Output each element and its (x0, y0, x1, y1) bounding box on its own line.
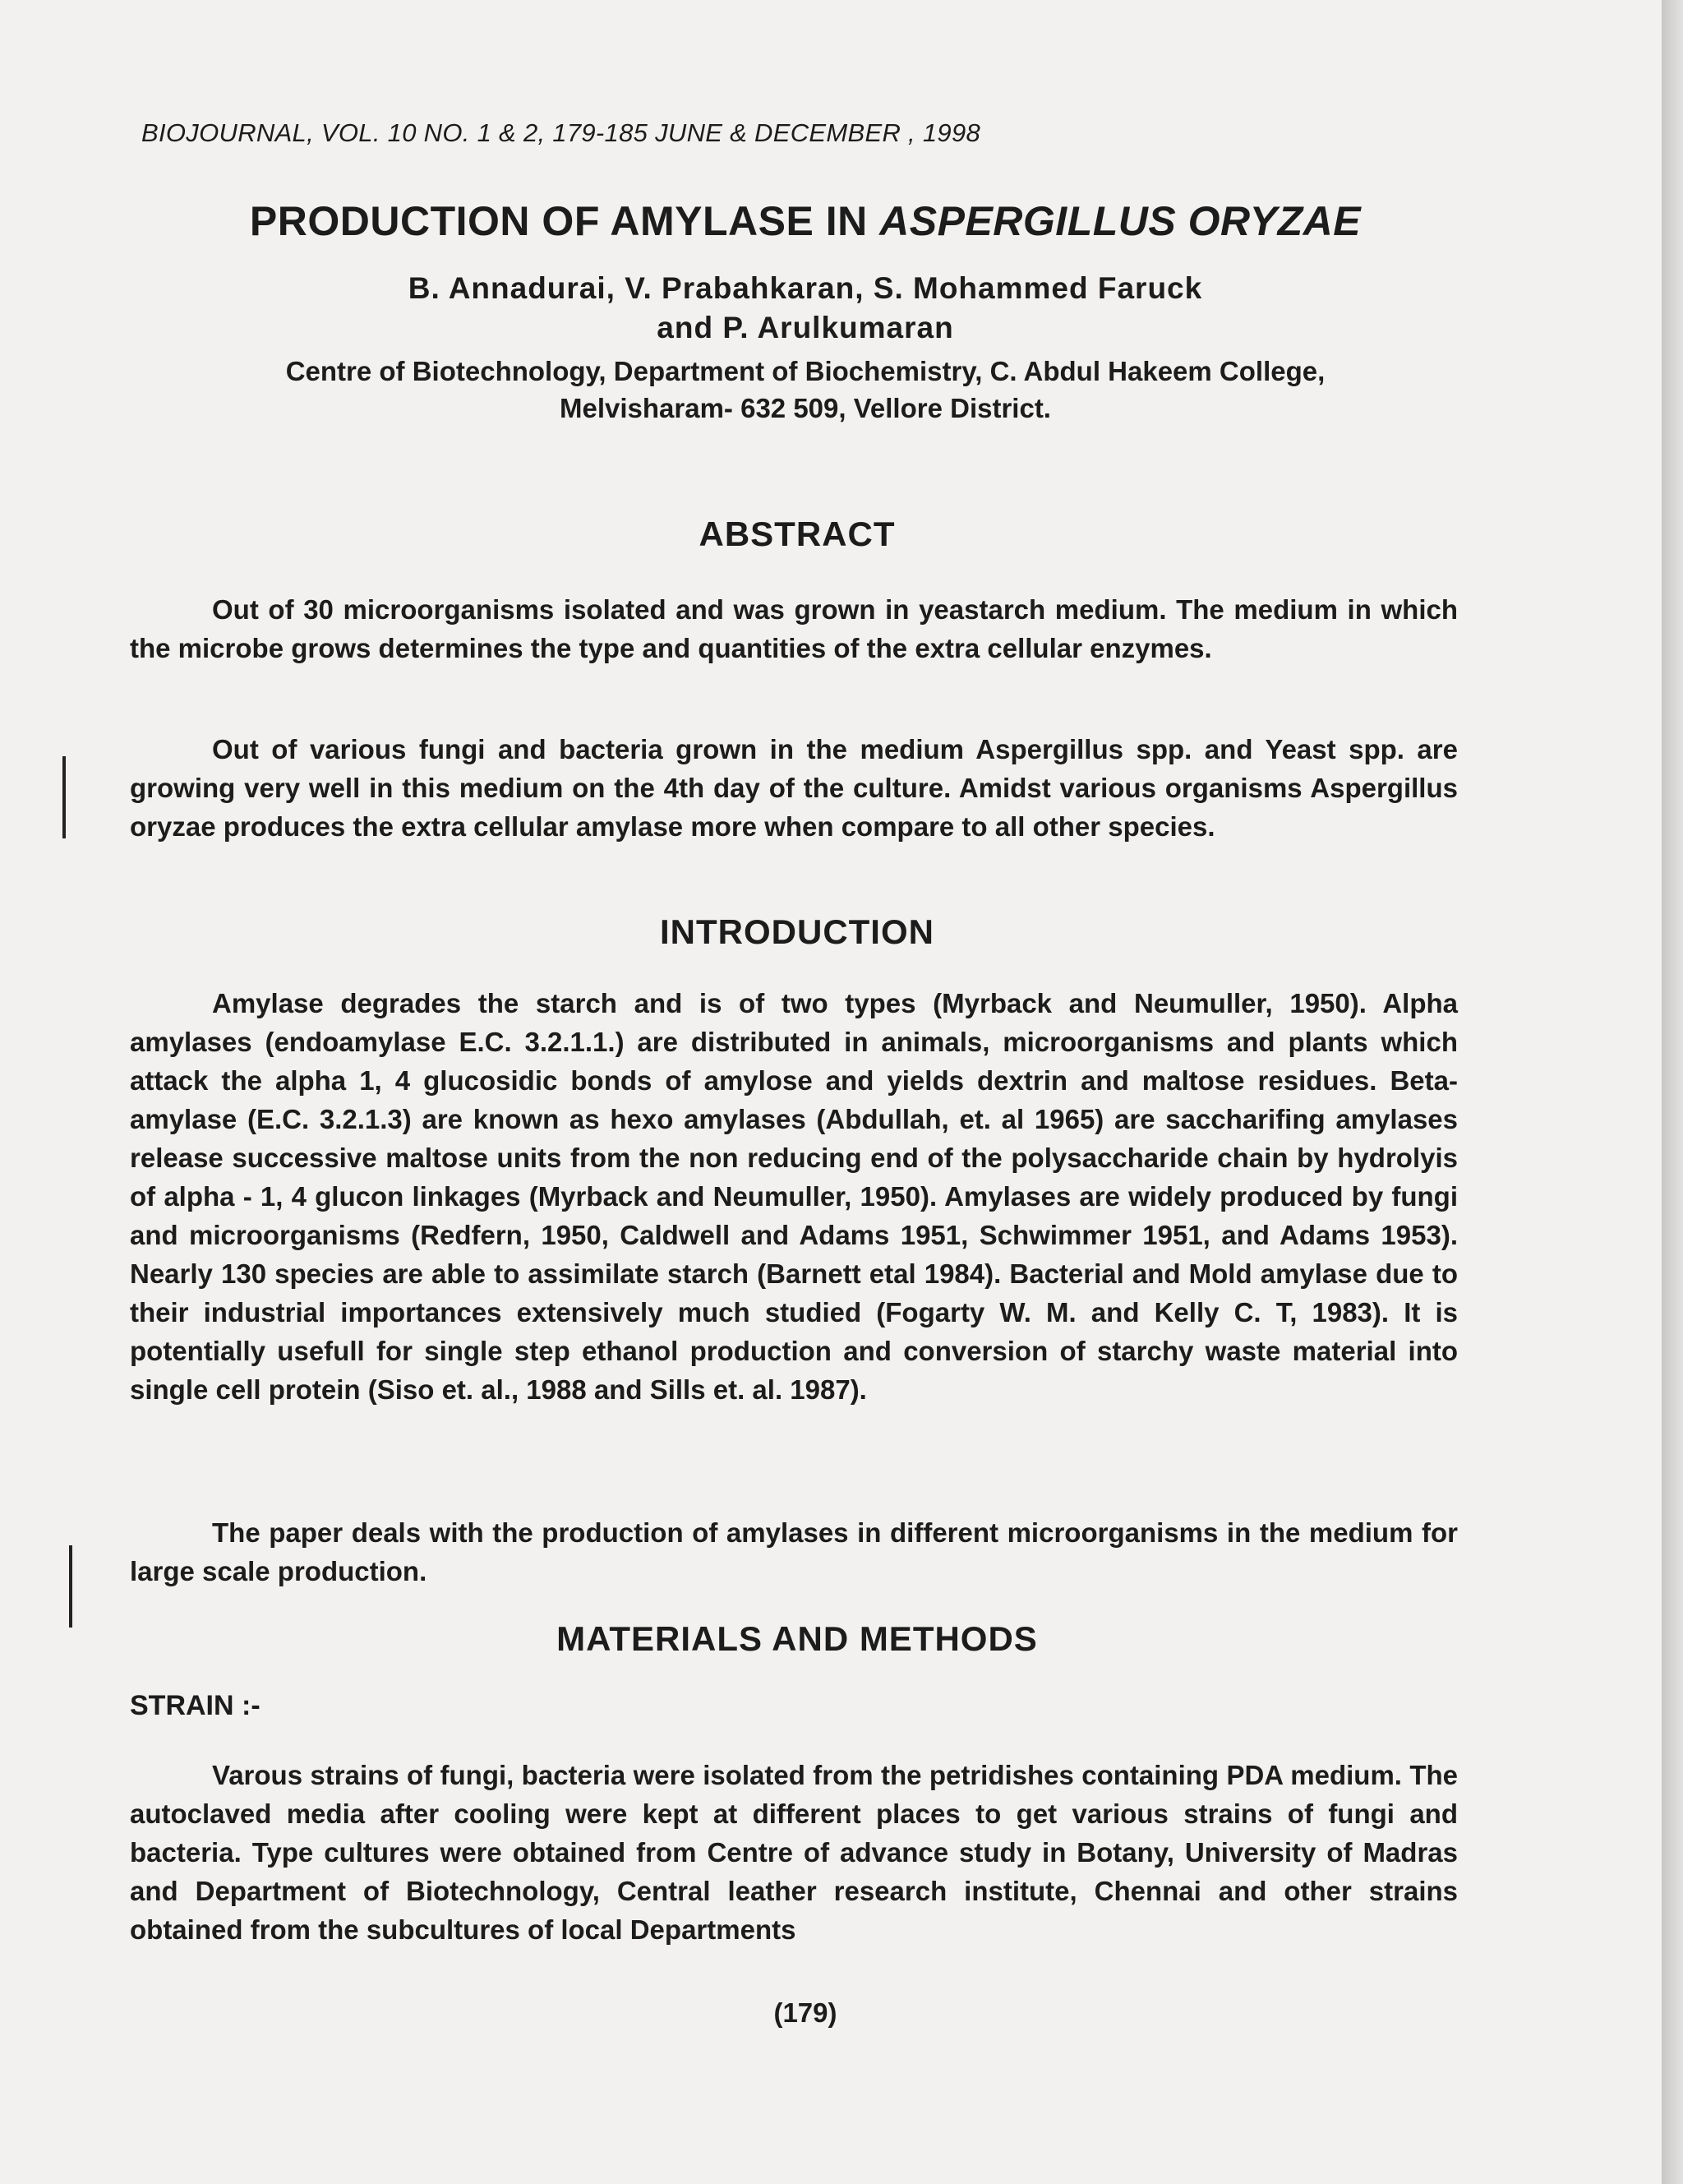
introduction-paragraph-1: Amylase degrades the starch and is of two types (Myrback and Neumuller, 1950). Alpha amylases (endoamylase E.C. 3.2.1.1.) are distributed in animals, microorganisms and plants which attack the alpha 1, 4 glucosidic bonds of amylose and yields dextrin and maltose residues. Beta-amylase (E.C. 3.2.1.3) are known as hexo amylases (Abdullah, et. al 1965) are saccharifing amylases release successive maltose units from the non reducing end of the polysaccharide chain by hydrolyis of alpha - 1, 4 glucon linkages (Myrback and Neumuller, 1950). Amylases are widely produced by fungi and microorganisms (Redfern, 1950, Caldwell and Adams 1951, Schwimmer 1951, and Adams 1953). Nearly 130 species are able to assimilate starch (Barnett etal 1984). Bacterial and Mold amylase due to their industrial importances extensively much studied (Fogarty W. M. and Kelly C. T, 1983). It is potentially usefull for single step ethanol production and conversion of starchy waste material into single cell protein (Siso et. al., 1988 and Sills et. al. 1987). (130, 988, 1458, 1405)
introduction-heading: INTRODUCTION (660, 912, 934, 951)
materials-methods-heading: MATERIALS AND METHODS (556, 1619, 1038, 1658)
introduction-paragraph-2: The paper deals with the production of amylases in different microorganisms in the medium for large scale production. (130, 1517, 1458, 1586)
margin-pen-mark (69, 1545, 72, 1628)
paper-title (0, 197, 1611, 245)
margin-pen-mark (62, 756, 66, 838)
affiliation-line-1: Centre of Biotechnology, Department of Biochemistry, C. Abdul Hakeem College, (285, 356, 1326, 386)
title-plain: PRODUCTION OF AMYLASE IN (249, 198, 880, 244)
page-number: (179) (773, 1997, 837, 2028)
abstract-paragraph-1: Out of 30 microorganisms isolated and was grown in yeastarch medium. The medium in which the microbe grows determines the type and quantities of the extra cellular enzymes. (130, 594, 1458, 663)
strain-paragraph: Varous strains of fungi, bacteria were isolated from the petridishes containing PDA medium. The autoclaved media after cooling were kept at different places to get various strains of fungi and bacteria. Type cultures were obtained from Centre of advance study in Botany, University of Madras and Department of Biotechnology, Central leather research institute, Chennai and other strains obtained from the subcultures of local Departments (130, 1760, 1458, 1945)
journal-header: BIOJOURNAL, VOL. 10 NO. 1 & 2, 179-185 JUNE & DECEMBER , 1998 (141, 118, 981, 147)
authors-line-2: and P. Arulkumaran (657, 311, 954, 344)
abstract-heading: ABSTRACT (699, 515, 896, 553)
title-italic: ASPERGILLUS ORYZAE (879, 198, 1362, 244)
abstract-paragraph-2: Out of various fungi and bacteria grown in the medium Aspergillus spp. and Yeast spp. are growing very well in this medium on the 4th day of the culture. Amidst various organisms Aspergillus oryzae produces the extra cellular amylase more when compare to all other species. (130, 734, 1458, 842)
page-edge-shadow (1662, 0, 1683, 2184)
strain-label: STRAIN :- (130, 1690, 261, 1721)
authors-line-1: B. Annadurai, V. Prabahkaran, S. Mohammed Faruck (408, 271, 1203, 305)
affiliation-line-2: Melvisharam- 632 509, Vellore District. (560, 393, 1051, 423)
